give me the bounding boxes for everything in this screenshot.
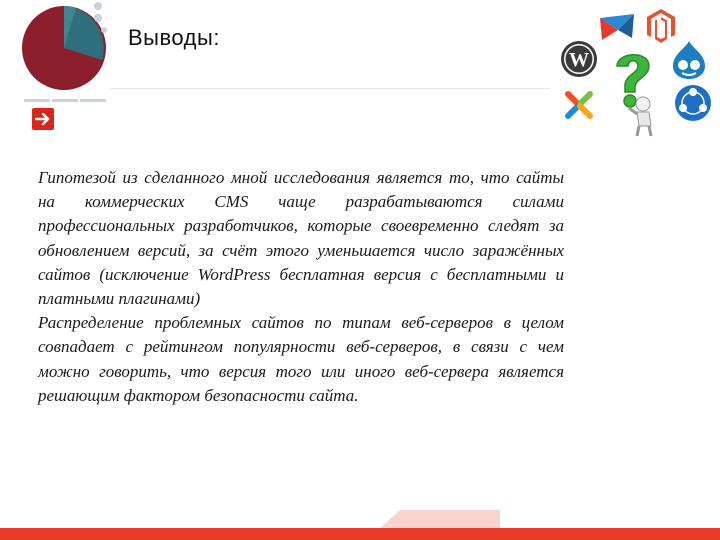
pie-legend (24, 99, 106, 104)
drupal-logo-icon (672, 40, 706, 85)
svg-text:W: W (569, 49, 589, 71)
bottom-decoration (380, 510, 500, 528)
pie-chart-thumbnail (18, 0, 110, 104)
slide-title: Выводы: (128, 25, 220, 50)
title-divider (110, 88, 550, 89)
bitrix-logo-icon (598, 12, 636, 49)
slide-body (38, 166, 564, 408)
paragraph-hypothesis: Гипотезой из сделанного мной исследования является то, что сайты на коммерческих CMS чаще разрабатываются силами профессиональных разработчиков, которые своевременно следят за обновлением версий, за счёт этого уменьшается число заражённых сайтов (исключение WordPress бесплатная версия с бесплатными и платными плагинами) (38, 168, 564, 309)
paragraph-webservers: Распределение проблемных сайтов по типам веб-серверов в целом совпадает с рейтингом популярности веб-серверов, в связи с чем можно говорить, что версия того или иного веб-сервера является решающим фактором безопасности сайта. (38, 313, 564, 405)
question-mark-figure-icon (603, 46, 663, 143)
joomla-logo-icon (562, 88, 596, 127)
dotcms-logo-icon (674, 84, 712, 127)
bottom-bar (0, 528, 720, 540)
wordpress-logo-icon (560, 40, 598, 83)
arrow-right-icon[interactable] (32, 108, 54, 130)
